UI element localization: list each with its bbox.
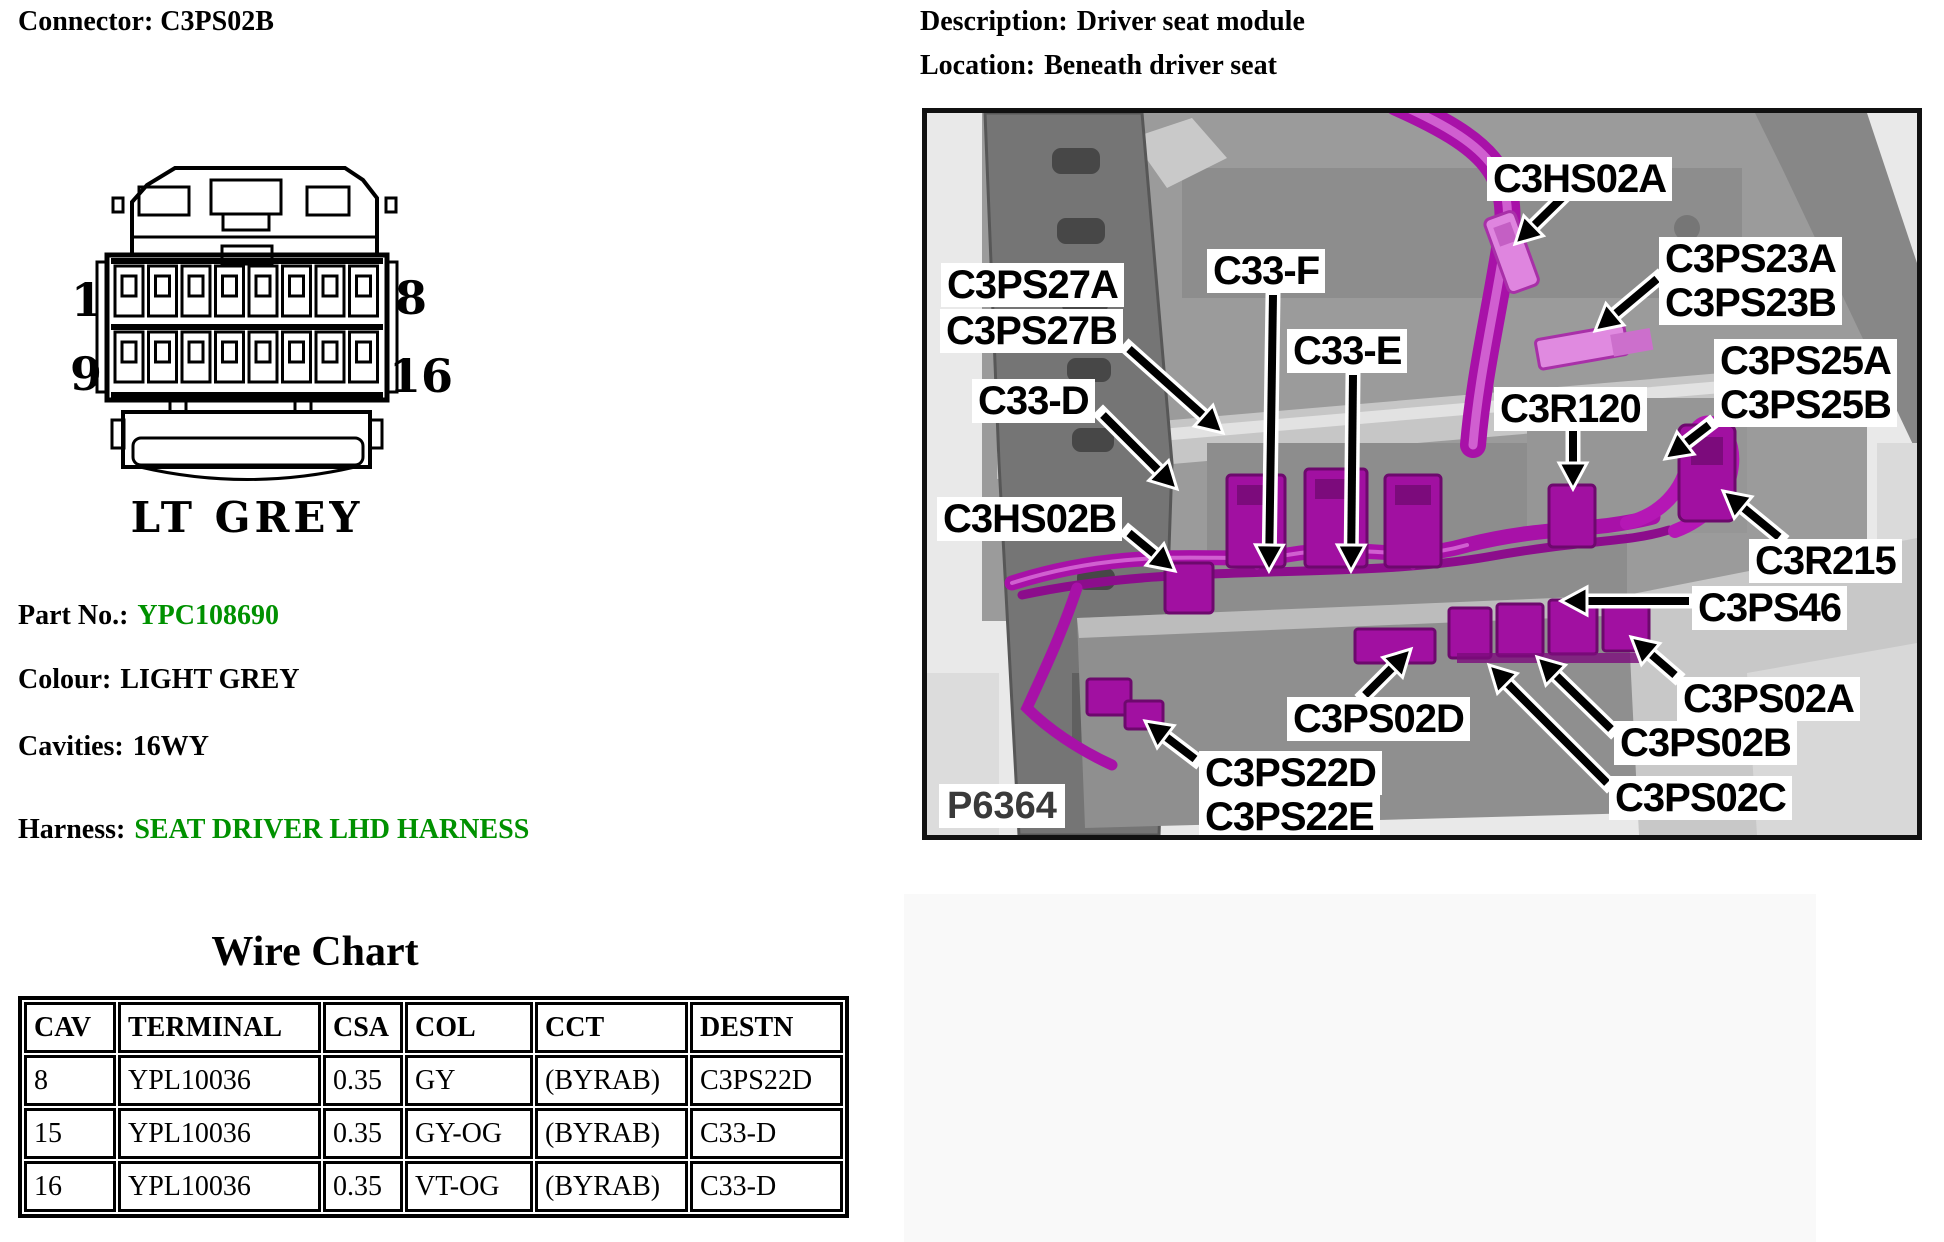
cell-csa: 0.35	[323, 1108, 403, 1159]
cell-cav: 15	[24, 1108, 116, 1159]
photo-label-c3ps02a: C3PS02A	[1677, 677, 1860, 721]
col-header-destn: DESTN	[690, 1002, 843, 1053]
cell-cct: (BYRAB)	[535, 1161, 688, 1212]
photo-label-c33-f: C33-F	[1207, 249, 1325, 293]
location-label: Location:	[920, 50, 1036, 81]
cell-cct: (BYRAB)	[535, 1108, 688, 1159]
pin-number-16: 16	[388, 349, 454, 403]
connector-title	[18, 6, 274, 38]
description-label: Description:	[920, 6, 1068, 37]
cavities-label: Cavities:	[18, 731, 124, 762]
pin-number-9: 9	[69, 347, 103, 401]
photo-label-c33-d: C33-D	[972, 379, 1095, 423]
cell-cct: (BYRAB)	[535, 1055, 688, 1106]
part-no-value: YPC108690	[137, 600, 279, 631]
photo-label-c3ps23b: C3PS23B	[1659, 281, 1842, 325]
cell-destn: C33-D	[690, 1108, 843, 1159]
colour-line	[18, 664, 300, 696]
wire-chart-header-row	[24, 1002, 843, 1053]
photo-label-c3hs02a: C3HS02A	[1487, 157, 1672, 201]
photo-label-c3ps23a: C3PS23A	[1659, 237, 1842, 281]
empty-grey-panel	[904, 894, 1816, 1242]
photo-label-c3r215: C3R215	[1749, 539, 1902, 583]
photo-label-c3ps22e: C3PS22E	[1199, 795, 1380, 839]
photo-label-c3ps02d: C3PS02D	[1287, 697, 1470, 741]
pin-number-8: 8	[394, 271, 428, 325]
connector-pin-grid	[111, 258, 383, 398]
description-value: Driver seat module	[1076, 6, 1305, 37]
cell-cav: 8	[24, 1055, 116, 1106]
photo-label-c3hs02b: C3HS02B	[937, 497, 1122, 541]
location-photo	[922, 108, 1922, 840]
wire-chart-table	[18, 996, 849, 1218]
photo-label-c3ps25a: C3PS25A	[1714, 339, 1897, 383]
colour-label: Colour:	[18, 664, 112, 695]
photo-label-c3ps27a: C3PS27A	[941, 263, 1124, 307]
table-row	[24, 1161, 843, 1212]
connector-colour-text: LT GREY	[130, 493, 364, 542]
part-no-label: Part No.:	[18, 600, 129, 631]
photo-label-c3ps02c: C3PS02C	[1609, 776, 1792, 820]
cell-terminal: YPL10036	[118, 1108, 321, 1159]
cell-cav: 16	[24, 1161, 116, 1212]
table-row	[24, 1055, 843, 1106]
photo-label-c3ps02b: C3PS02B	[1614, 721, 1797, 765]
cell-terminal: YPL10036	[118, 1161, 321, 1212]
connector-diagram	[55, 150, 455, 545]
cell-destn: C33-D	[690, 1161, 843, 1212]
pin-number-1: 1	[70, 273, 104, 327]
col-header-cav: CAV	[24, 1002, 116, 1053]
col-header-col: COL	[405, 1002, 533, 1053]
cell-col: GY	[405, 1055, 533, 1106]
harness-line	[18, 814, 529, 846]
photo-ref-number: P6364	[939, 784, 1065, 828]
location-value: Beneath driver seat	[1044, 50, 1277, 81]
cell-col: VT-OG	[405, 1161, 533, 1212]
cavities-value: 16WY	[132, 731, 209, 762]
photo-label-c3ps22d: C3PS22D	[1199, 751, 1382, 795]
connector-title-text: Connector: C3PS02B	[18, 6, 274, 37]
photo-label-c33-e: C33-E	[1287, 329, 1407, 373]
cell-destn: C3PS22D	[690, 1055, 843, 1106]
cell-csa: 0.35	[323, 1161, 403, 1212]
photo-label-c3r120: C3R120	[1494, 387, 1647, 431]
description-line	[920, 6, 1305, 38]
part-no-line	[18, 600, 279, 632]
cavities-line	[18, 731, 209, 763]
cell-col: GY-OG	[405, 1108, 533, 1159]
table-row	[24, 1108, 843, 1159]
photo-label-c3ps27b: C3PS27B	[940, 309, 1123, 353]
wire-chart-title: Wire Chart	[211, 929, 419, 975]
photo-label-c3ps25b: C3PS25B	[1714, 383, 1897, 427]
cell-terminal: YPL10036	[118, 1055, 321, 1106]
cell-csa: 0.35	[323, 1055, 403, 1106]
col-header-cct: CCT	[535, 1002, 688, 1053]
colour-value: LIGHT GREY	[120, 664, 300, 695]
col-header-csa: CSA	[323, 1002, 403, 1053]
photo-label-c3ps46: C3PS46	[1692, 586, 1847, 630]
harness-value: SEAT DRIVER LHD HARNESS	[134, 814, 530, 845]
col-header-terminal: TERMINAL	[118, 1002, 321, 1053]
harness-label: Harness:	[18, 814, 126, 845]
location-line	[920, 50, 1277, 82]
